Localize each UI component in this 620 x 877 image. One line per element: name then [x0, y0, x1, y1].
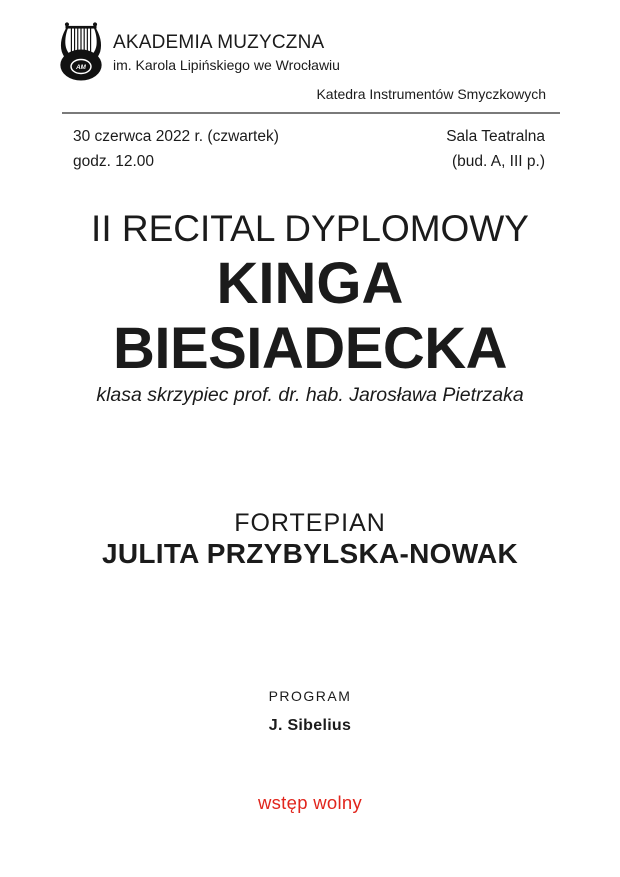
accompanist-role: FORTEPIAN: [234, 509, 386, 537]
academy-logo-lockup: [57, 20, 340, 82]
program-composer: J. Sibelius: [268, 717, 352, 734]
event-date: 30 czerwca 2022 r. (czwartek): [73, 128, 279, 145]
accompanist-name: JULITA PRZYBYLSKA-NOWAK: [101, 538, 518, 569]
performer-first-name: KINGA: [216, 251, 404, 316]
venue-detail: (bud. A, III p.): [451, 153, 545, 170]
institution-subtitle: im. Karola Lipińskiego we Wrocławiu: [113, 56, 340, 73]
class-attribution: klasa skrzypiec prof. dr. hab. Jarosława Pietrzaka: [96, 384, 524, 406]
institution-name: AKADEMIA MUZYCZNA: [113, 31, 325, 53]
event-info: [73, 124, 545, 174]
header-divider: [62, 112, 560, 114]
lyre-icon: [57, 20, 105, 82]
performer-last-name: BIESIADECKA: [112, 316, 508, 381]
event-venue: [446, 124, 545, 174]
logo-monogram: AM: [76, 64, 86, 72]
department-name: Katedra Instrumentów Smyczkowych: [316, 86, 546, 102]
venue-name: Sala Teatralna: [446, 128, 545, 145]
admission-note: wstęp wolny: [257, 792, 363, 813]
recital-title: II RECITAL DYPLOMOWY: [91, 208, 529, 249]
event-time: godz. 12.00: [73, 153, 155, 170]
event-datetime: [73, 124, 279, 174]
institution-text: [113, 30, 340, 73]
program-heading: PROGRAM: [268, 688, 352, 704]
